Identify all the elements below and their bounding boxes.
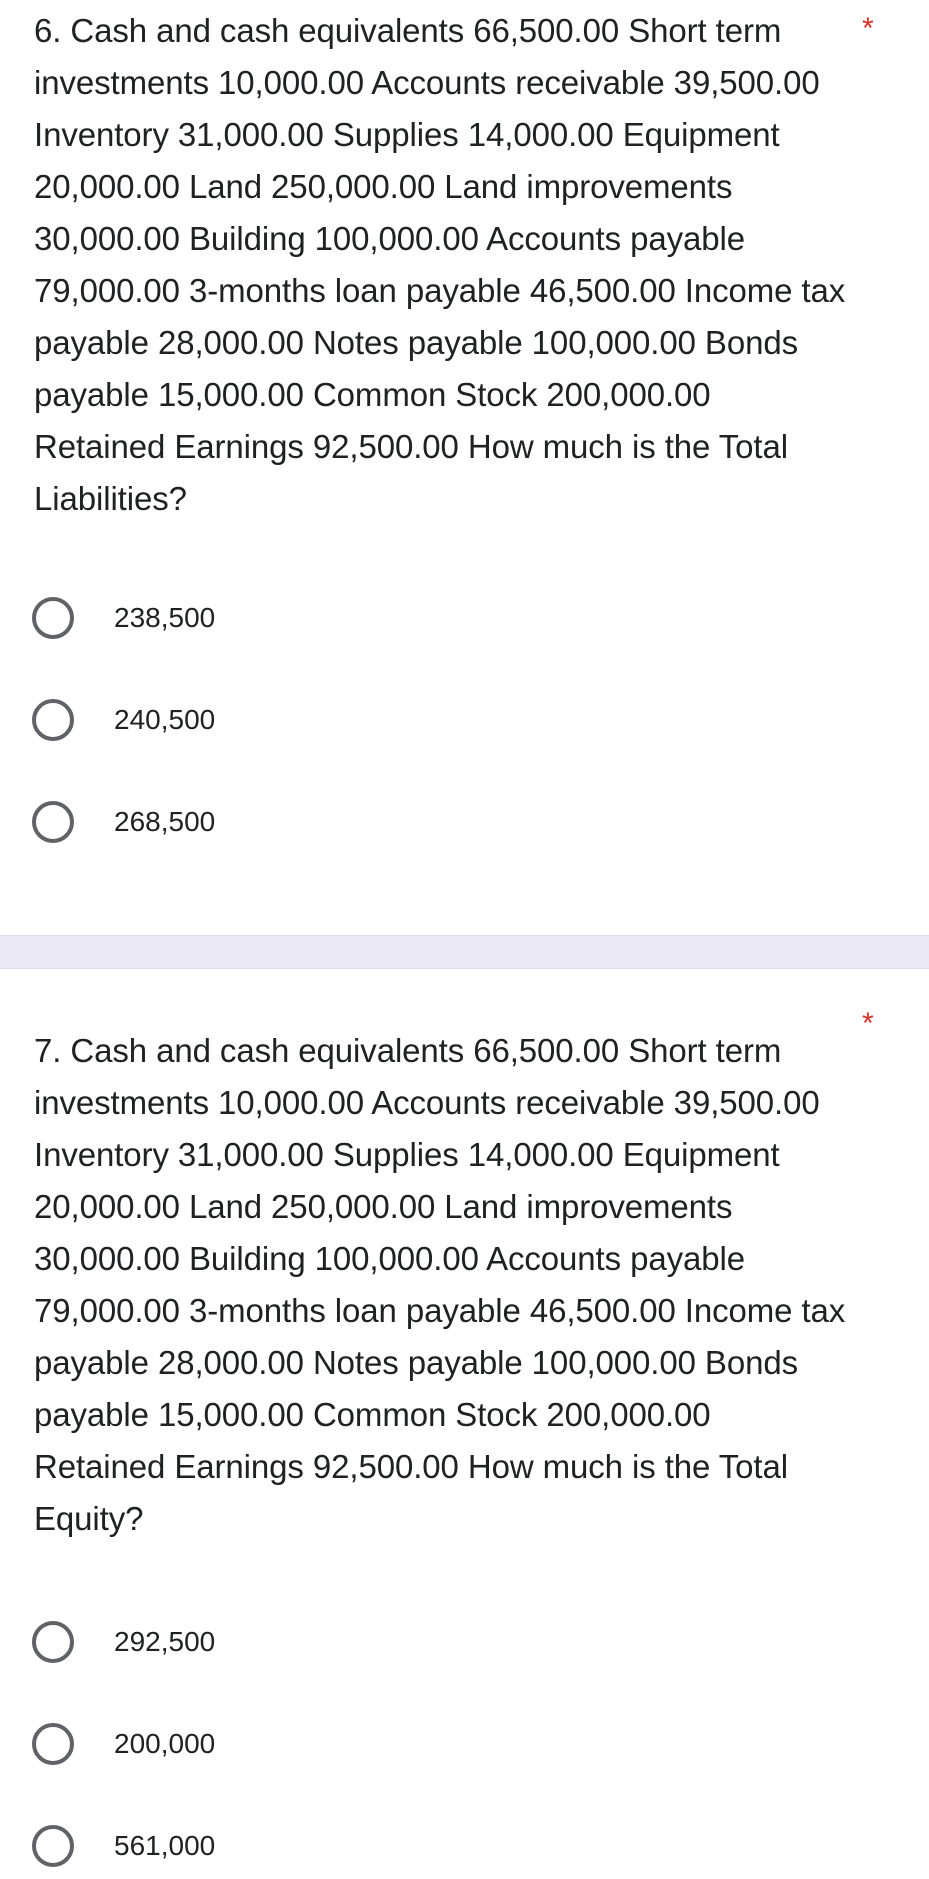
option-label: 292,500 (114, 1626, 216, 1657)
radio-circle-icon[interactable] (32, 1723, 74, 1765)
option-radio-240500[interactable] (32, 694, 215, 746)
option-label: 268,500 (114, 806, 216, 837)
radio-circle-icon[interactable] (32, 699, 74, 741)
option-label: 240,500 (114, 704, 216, 735)
required-asterisk-icon: * (862, 12, 874, 45)
option-label: 200,000 (114, 1728, 216, 1759)
option-radio-268500[interactable] (32, 796, 215, 848)
question-card-6 (0, 0, 929, 935)
section-divider (0, 935, 929, 969)
radio-circle-icon[interactable] (32, 597, 74, 639)
radio-circle-icon[interactable] (32, 1621, 74, 1663)
required-asterisk-icon: * (862, 1007, 874, 1040)
option-radio-561000[interactable] (32, 1820, 215, 1872)
question-text: 7. Cash and cash equivalents 66,500.00 Short term investments 10,000.00 Accounts receivable 39,500.00 Inventory 31,000.00 Supplies 14,000.00 Equipment 20,000.00 Land 250,000.00 Land improvements 30,000.00 Building 100,000.00 Accounts payable 79,000.00 3-months loan payable 46,500.00 Income tax payable 28,000.00 Notes payable 100,000.00 Bonds payable 15,000.00 Common Stock 200,000.00 Retained Earnings 92,500.00 How much is the Total Equity? (34, 1032, 846, 1537)
option-label: 238,500 (114, 602, 216, 633)
option-radio-238500[interactable] (32, 592, 215, 644)
question-text: 6. Cash and cash equivalents 66,500.00 Short term investments 10,000.00 Accounts receivable 39,500.00 Inventory 31,000.00 Supplies 14,000.00 Equipment 20,000.00 Land 250,000.00 Land improvements 30,000.00 Building 100,000.00 Accounts payable 79,000.00 3-months loan payable 46,500.00 Income tax payable 28,000.00 Notes payable 100,000.00 Bonds payable 15,000.00 Common Stock 200,000.00 Retained Earnings 92,500.00 How much is the Total Liabilities? (34, 12, 846, 517)
radio-circle-icon[interactable] (32, 801, 74, 843)
option-label: 561,000 (114, 1830, 216, 1861)
radio-circle-icon[interactable] (32, 1825, 74, 1867)
option-radio-292500[interactable] (32, 1616, 215, 1668)
question-card-7 (0, 969, 929, 1879)
option-radio-200000[interactable] (32, 1718, 215, 1770)
